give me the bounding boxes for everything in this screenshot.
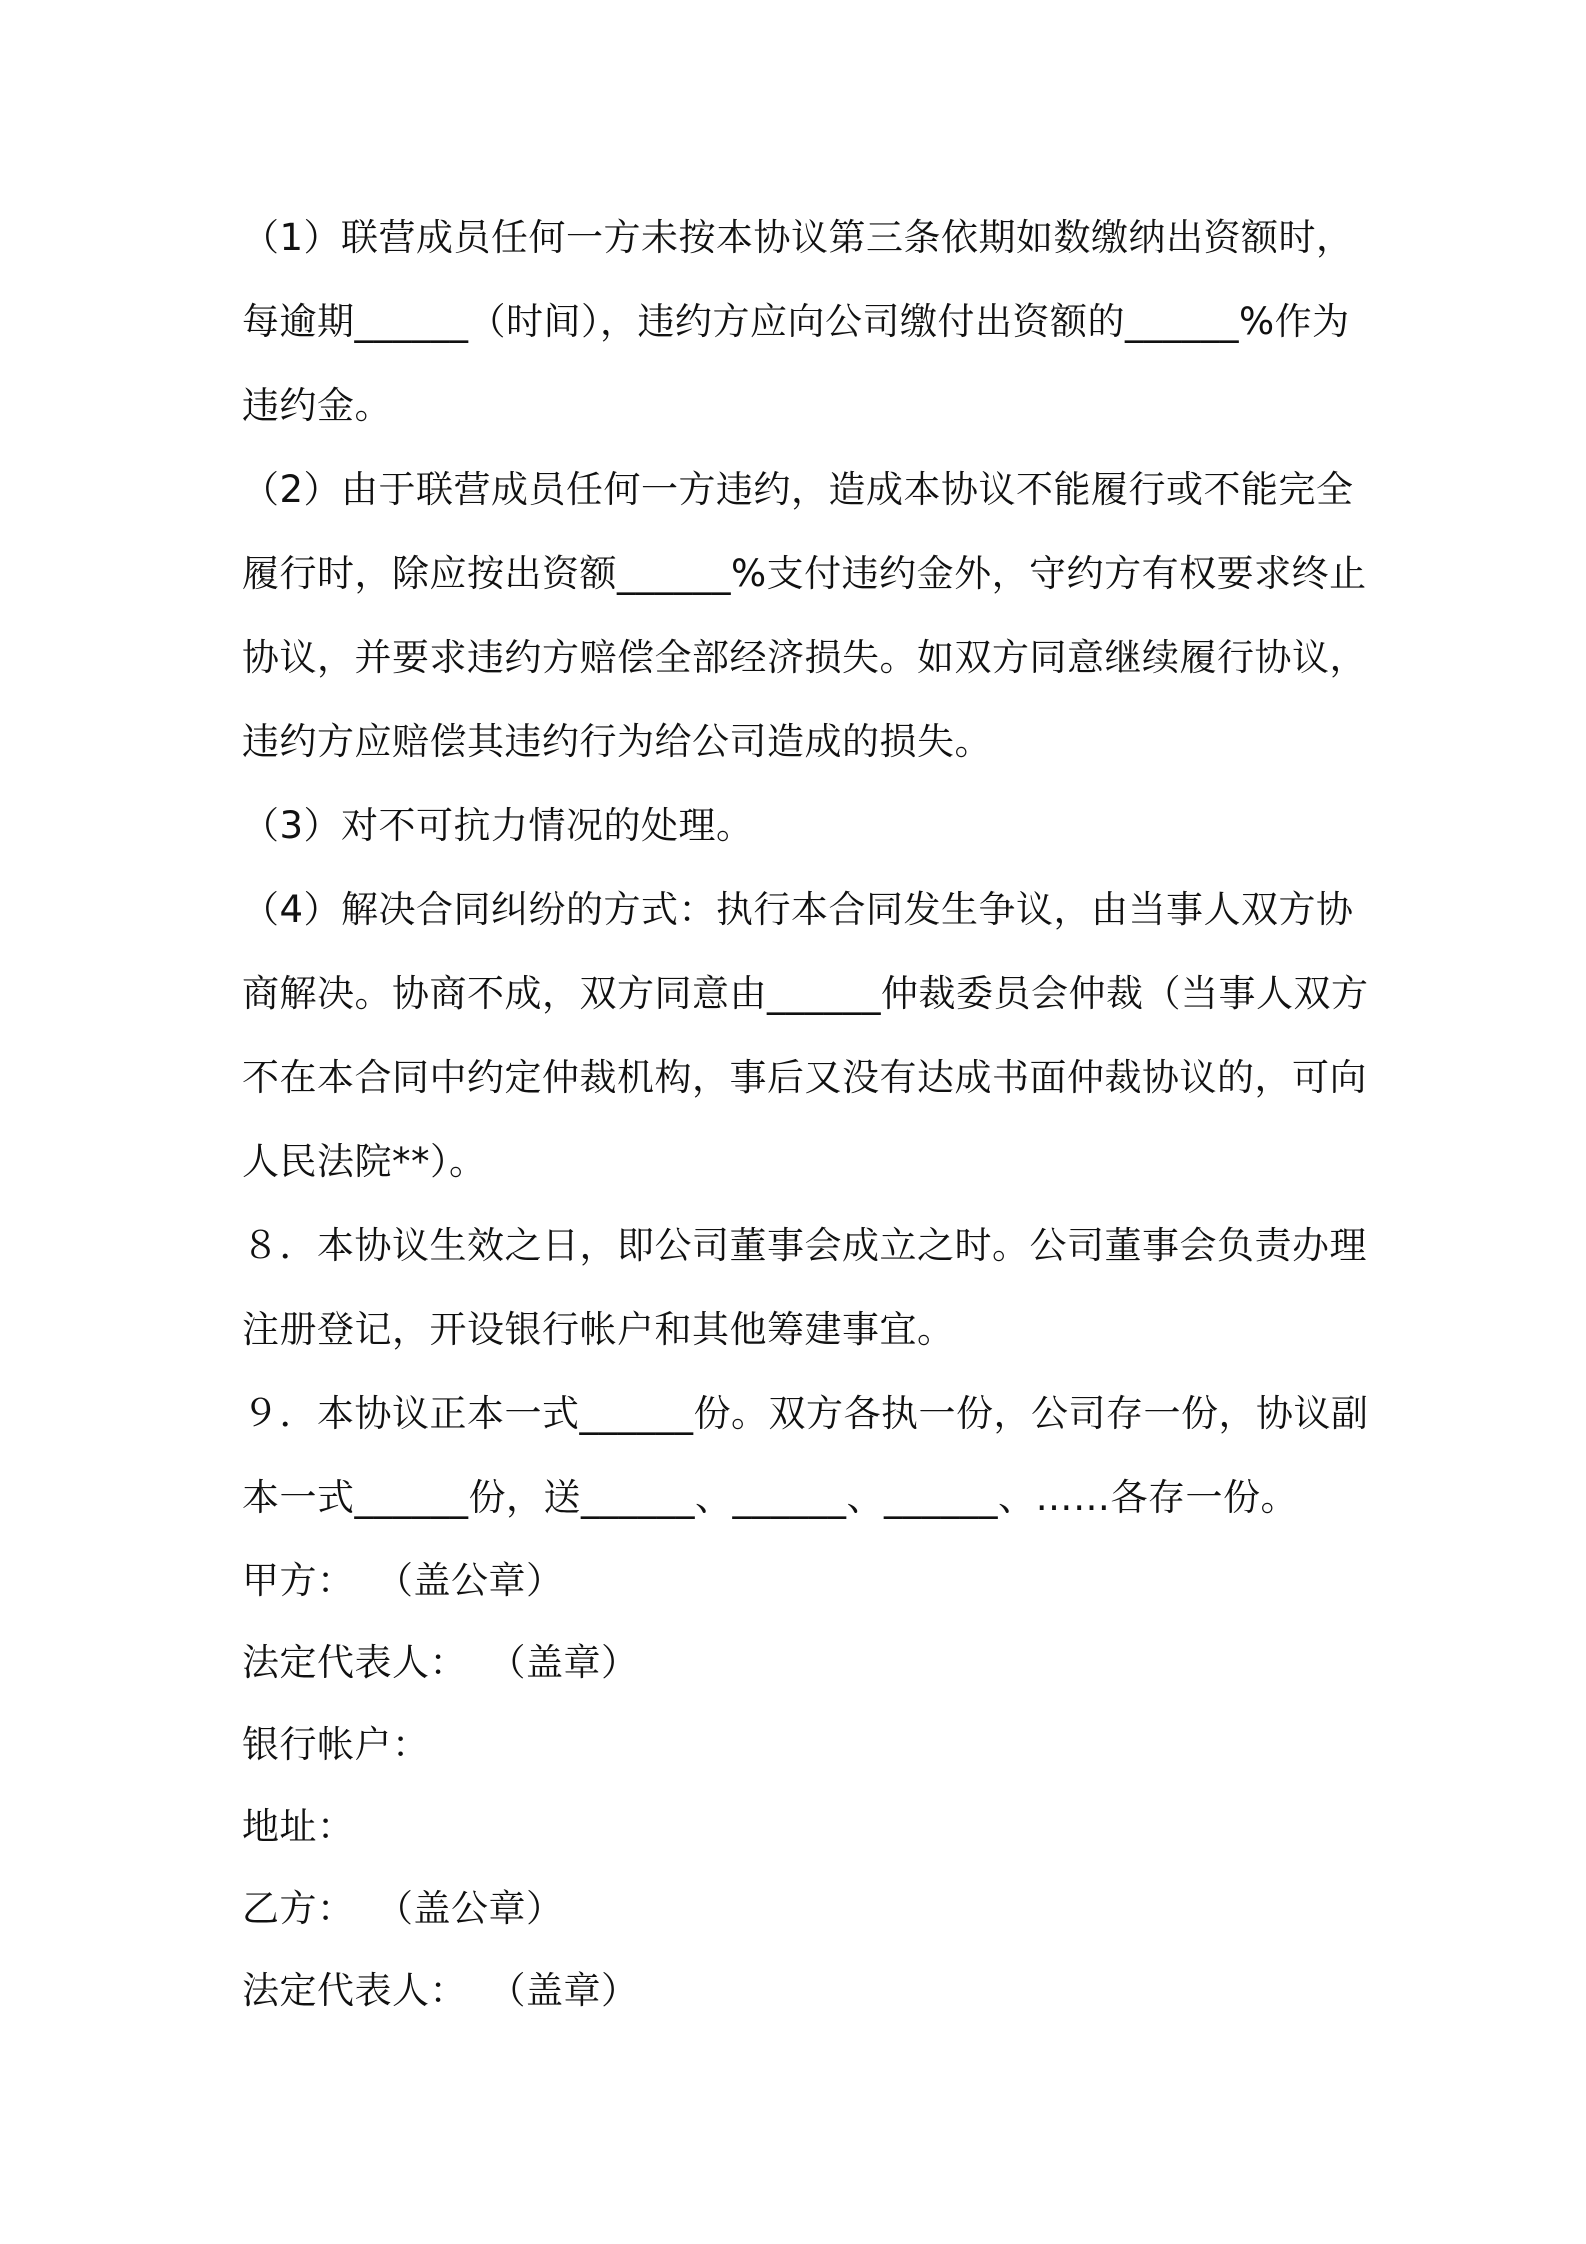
party-b-seal: （盖公章） — [394, 1887, 564, 1930]
text-line: 注册登记，开设银行帐户和其他筹建事宜。 — [242, 1308, 955, 1351]
text-line: 不在本合同中约定仲裁机构，事后又没有达成书面仲裁协议的，可向 — [242, 1056, 1367, 1099]
text-line: 协议，并要求违约方赔偿全部经济损失。如双方同意继续履行协议， — [242, 636, 1367, 679]
text-line: ９．本协议正本一式______份。双方各执一份，公司存一份，协议副 — [242, 1392, 1369, 1435]
text-line: 违约方应赔偿其违约行为给公司造成的损失。 — [242, 720, 992, 763]
rep-a-label: 法定代表人： — [242, 1641, 467, 1684]
rep-b-line — [242, 1950, 1352, 2032]
text-line: 每逾期______（时间），违约方应向公司缴付出资额的______%作为 — [242, 300, 1350, 343]
party-b-label: 乙方： — [242, 1887, 355, 1930]
bank-account-line — [242, 1704, 1352, 1786]
document-body — [242, 196, 1369, 2032]
text-line: 履行时，除应按出资额______%支付违约金外，守约方有权要求终止 — [242, 552, 1367, 595]
address-label: 地址： — [242, 1805, 355, 1848]
text-line: 本一式______份，送______、______、______、……各存一份。 — [242, 1476, 1298, 1519]
rep-b-seal: （盖章） — [507, 1969, 639, 2012]
party-a-line — [242, 1540, 1352, 1622]
text-line: ８．本协议生效之日，即公司董事会成立之时。公司董事会负责办理 — [242, 1224, 1367, 1267]
rep-a-seal: （盖章） — [507, 1641, 639, 1684]
text-line: （4）解决合同纠纷的方式：执行本合同发生争议，由当事人双方协 — [242, 888, 1354, 931]
text-line: （3）对不可抗力情况的处理。 — [242, 804, 754, 847]
text-line: 人民法院**）。 — [242, 1140, 487, 1183]
party-a-label: 甲方： — [242, 1559, 355, 1602]
text-line: 违约金。 — [242, 384, 392, 427]
text-line: （1）联营成员任何一方未按本协议第三条依期如数缴纳出资额时， — [242, 216, 1354, 259]
party-b-line — [242, 1868, 1352, 1950]
bank-account-label: 银行帐户： — [242, 1723, 430, 1766]
text-line: 商解决。协商不成，双方同意由______仲裁委员会仲裁（当事人双方 — [242, 972, 1369, 1015]
party-a-seal: （盖公章） — [394, 1559, 564, 1602]
rep-b-label: 法定代表人： — [242, 1969, 467, 2012]
address-line — [242, 1786, 1352, 1868]
rep-a-line — [242, 1622, 1352, 1704]
text-line: （2）由于联营成员任何一方违约，造成本协议不能履行或不能完全 — [242, 468, 1354, 511]
